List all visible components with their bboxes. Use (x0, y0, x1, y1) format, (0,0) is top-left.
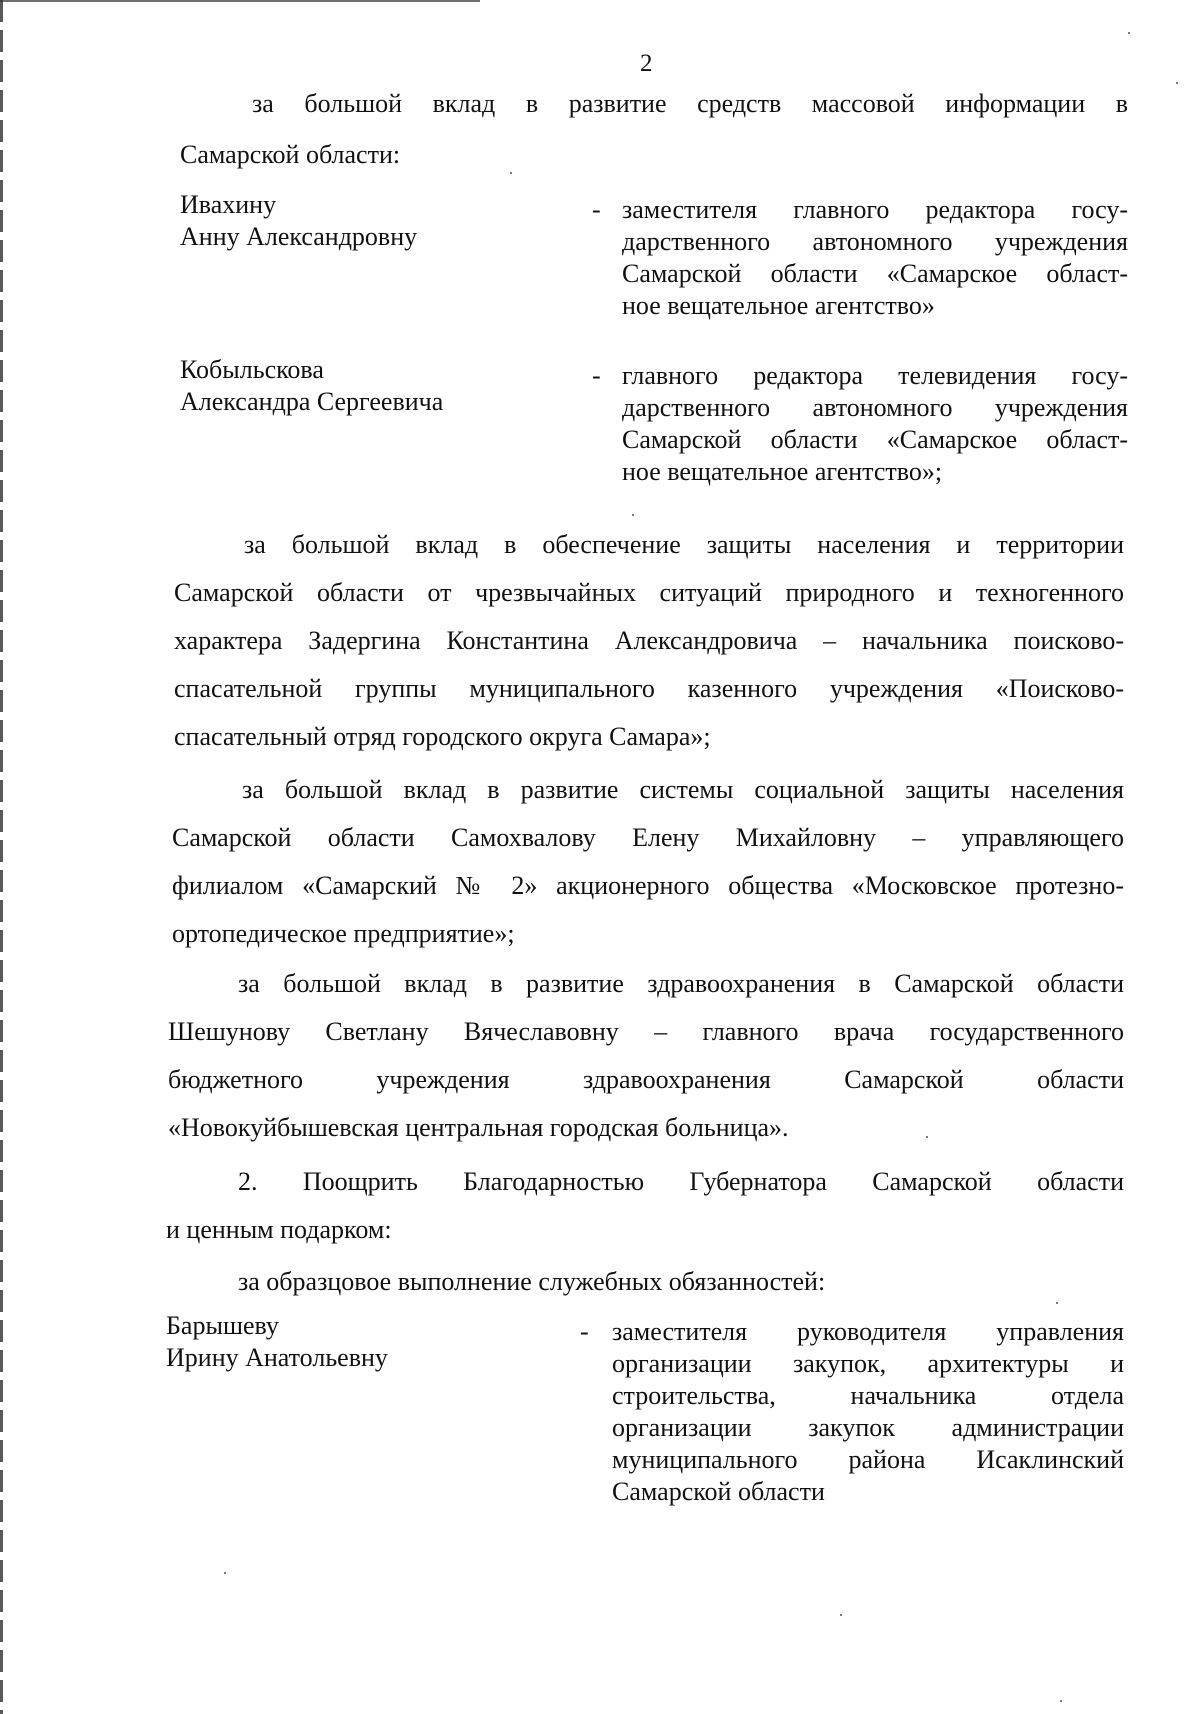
awardee-name (180, 189, 417, 253)
paragraph-line: Самарской области Самохвалову Елену Михайловну – управляющего (172, 823, 1124, 852)
scan-speck (510, 172, 512, 174)
scan-speck (1060, 1700, 1062, 1702)
section-media-line2: Самарской области: (180, 140, 401, 169)
description-line: ное вещательное агентство»; (622, 457, 943, 486)
paragraph-line: за большой вклад в обеспечение защиты населения и территории (244, 530, 1124, 559)
paragraph-line: 2. Поощрить Благодарностью Губернатора Самарской области (238, 1167, 1124, 1196)
awardee-name (166, 1310, 388, 1374)
paragraph-line: и ценным подарком: (166, 1215, 392, 1244)
paragraph-line: спасательный отряд городского округа Самара»; (174, 722, 711, 751)
scan-speck (1056, 1302, 1058, 1304)
awardee-surname: Барышеву (166, 1311, 279, 1340)
awardee-description (612, 1316, 1124, 1508)
paragraph-item-2 (166, 1158, 1124, 1254)
paragraph-line: бюджетного учреждения здравоохранения Самарской области (168, 1065, 1124, 1094)
paragraph-line: характера Задергина Константина Александровича – начальника поисково- (174, 626, 1124, 655)
awardee-dash: - (592, 361, 601, 390)
description-line: строительства, начальника отдела (612, 1381, 1124, 1410)
paragraph-line: Самарской области от чрезвычайных ситуаций природного и техногенного (174, 578, 1124, 607)
description-line: заместителя главного редактора госу- (622, 195, 1128, 224)
scan-speck (224, 1572, 226, 1574)
awardee-dash: - (592, 195, 601, 224)
awardee-surname: Кобыльскова (180, 355, 324, 384)
awardee-name (180, 354, 443, 418)
awardee-given-names: Анну Александровну (180, 222, 418, 251)
description-line: Самарской области «Самарское област- (622, 259, 1128, 288)
description-line: организации закупок администрации (612, 1413, 1124, 1442)
paragraph-emergency (174, 521, 1124, 761)
page-number: 2 (640, 50, 653, 77)
scan-speck (1128, 32, 1130, 34)
paragraph-line: за большой вклад в развитие системы социальной защиты населения (242, 775, 1124, 804)
section-media-line1: за большой вклад в развитие средств массовой информации в (252, 89, 1128, 118)
section-service-heading: за образцовое выполнение служебных обязанностей: (238, 1267, 826, 1296)
description-line: дарственного автономного учреждения (622, 393, 1128, 422)
scan-speck (632, 514, 634, 516)
paragraph-line: Шешунову Светлану Вячеславовну – главного врача государственного (168, 1017, 1124, 1046)
description-line: организации закупок, архитектуры и (612, 1349, 1124, 1378)
paragraph-health (168, 960, 1124, 1152)
paragraph-line: филиалом «Самарский № 2» акционерного общества «Московское протезно- (172, 871, 1124, 900)
description-line: Самарской области «Самарское област- (622, 425, 1128, 454)
description-line: заместителя руководителя управления (612, 1317, 1124, 1346)
awardee-description (622, 194, 1128, 322)
scan-speck (926, 1136, 928, 1138)
awardee-dash: - (580, 1317, 589, 1346)
awardee-given-names: Ирину Анатольевну (166, 1343, 388, 1372)
paragraph-line: за большой вклад в развитие здравоохранения в Самарской области (238, 969, 1124, 998)
paragraph-social (172, 766, 1124, 958)
description-line: дарственного автономного учреждения (622, 227, 1128, 256)
scan-speck (1176, 82, 1178, 84)
awardee-given-names: Александра Сергеевича (180, 387, 444, 416)
description-line: ное вещательное агентство» (622, 291, 935, 320)
description-line: Самарской области (612, 1477, 825, 1506)
paragraph-line: ортопедическое предприятие»; (172, 919, 515, 948)
scan-edge-left (0, 0, 3, 1714)
awardee-description (622, 360, 1128, 488)
paragraph-line: «Новокуйбышевская центральная городская больница». (168, 1113, 789, 1142)
description-line: главного редактора телевидения госу- (622, 361, 1128, 390)
paragraph-line: спасательной группы муниципального казенного учреждения «Поисково- (174, 674, 1124, 703)
scan-edge-top (0, 0, 480, 2)
awardee-surname: Ивахину (180, 190, 277, 219)
scan-speck (840, 1614, 842, 1616)
description-line: муниципального района Исаклинский (612, 1445, 1124, 1474)
